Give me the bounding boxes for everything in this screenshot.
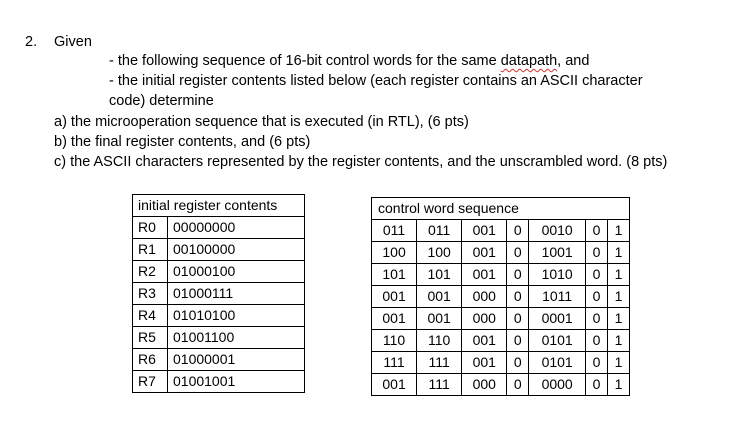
control-word-field-cell: 0 [586, 242, 608, 264]
table-row [372, 286, 630, 308]
control-word-field-cell: 0 [586, 220, 608, 242]
control-word-field-cell: 1001 [529, 242, 586, 264]
table-row [372, 308, 630, 330]
register-value-cell: 01001001 [168, 371, 305, 393]
control-word-field-cell: 011 [417, 220, 462, 242]
register-value-cell: 01000111 [168, 283, 305, 305]
control-word-field-cell: 1 [607, 330, 629, 352]
table-row [133, 305, 305, 327]
table-header: control word sequence [372, 198, 630, 220]
given-line-1-end: , and [557, 53, 590, 69]
control-word-field-cell: 0000 [529, 374, 586, 396]
given-line-1-start: - the following sequence of 16-bit control words for the same [109, 53, 501, 69]
control-word-field-cell: 0 [586, 286, 608, 308]
given-line-2: - the initial register contents listed below (each register contains an ASCII character [109, 73, 643, 89]
control-word-field-cell: 110 [417, 330, 462, 352]
control-word-field-cell: 0101 [529, 330, 586, 352]
table-row [133, 239, 305, 261]
table-row [133, 327, 305, 349]
register-name-cell: R2 [133, 261, 168, 283]
control-word-field-cell: 0 [507, 330, 529, 352]
control-word-field-cell: 0 [507, 264, 529, 286]
control-word-field-cell: 1 [607, 286, 629, 308]
control-word-field-cell: 0 [586, 264, 608, 286]
table-row [372, 330, 630, 352]
control-word-field-cell: 001 [417, 286, 462, 308]
given-label: Given [54, 34, 92, 50]
register-name-cell: R3 [133, 283, 168, 305]
control-word-field-cell: 100 [372, 242, 417, 264]
register-name-cell: R7 [133, 371, 168, 393]
control-word-field-cell: 001 [372, 374, 417, 396]
table-header: initial register contents [133, 195, 305, 217]
part-c: c) the ASCII characters represented by the register contents, and the unscrambled word. (8 pts) [54, 154, 668, 170]
table-row [372, 374, 630, 396]
register-name-cell: R5 [133, 327, 168, 349]
register-value-cell: 01001100 [168, 327, 305, 349]
table-row [133, 349, 305, 371]
control-word-field-cell: 0 [586, 374, 608, 396]
control-word-field-cell: 1 [607, 264, 629, 286]
register-name-cell: R4 [133, 305, 168, 327]
control-word-field-cell: 000 [462, 374, 507, 396]
control-word-field-cell: 0101 [529, 352, 586, 374]
control-word-field-cell: 1 [607, 220, 629, 242]
register-value-cell: 00100000 [168, 239, 305, 261]
control-word-field-cell: 110 [372, 330, 417, 352]
table-row [372, 264, 630, 286]
register-name-cell: R6 [133, 349, 168, 371]
misspelled-word: datapath [500, 53, 558, 69]
table-row [372, 352, 630, 374]
control-word-table [371, 197, 630, 396]
control-word-field-cell: 000 [462, 286, 507, 308]
control-word-field-cell: 0 [507, 374, 529, 396]
register-value-cell: 00000000 [168, 217, 305, 239]
table-row [372, 242, 630, 264]
table-row [372, 220, 630, 242]
table-header-row [133, 195, 305, 217]
control-word-field-cell: 0 [507, 242, 529, 264]
table-row [133, 371, 305, 393]
question-number: 2. [25, 34, 38, 50]
register-name-cell: R0 [133, 217, 168, 239]
control-word-field-cell: 1 [607, 308, 629, 330]
control-word-field-cell: 1 [607, 374, 629, 396]
control-word-field-cell: 0 [507, 220, 529, 242]
table-row [133, 217, 305, 239]
control-word-field-cell: 001 [372, 308, 417, 330]
initial-register-table [132, 194, 305, 393]
control-word-field-cell: 0 [507, 308, 529, 330]
control-word-field-cell: 0 [507, 286, 529, 308]
part-a: a) the microoperation sequence that is executed (in RTL), (6 pts) [54, 114, 469, 130]
control-word-field-cell: 0 [586, 352, 608, 374]
control-word-field-cell: 111 [372, 352, 417, 374]
part-b: b) the final register contents, and (6 pts) [54, 134, 311, 150]
control-word-field-cell: 101 [417, 264, 462, 286]
control-word-field-cell: 001 [462, 220, 507, 242]
control-word-field-cell: 1010 [529, 264, 586, 286]
control-word-field-cell: 0010 [529, 220, 586, 242]
register-value-cell: 01000001 [168, 349, 305, 371]
control-word-field-cell: 001 [372, 286, 417, 308]
control-word-field-cell: 0 [586, 330, 608, 352]
table-row [133, 261, 305, 283]
table-row [133, 283, 305, 305]
register-value-cell: 01010100 [168, 305, 305, 327]
control-word-field-cell: 1 [607, 242, 629, 264]
control-word-field-cell: 0 [507, 352, 529, 374]
control-word-field-cell: 000 [462, 308, 507, 330]
control-word-field-cell: 0 [586, 308, 608, 330]
control-word-field-cell: 001 [462, 330, 507, 352]
given-line-1 [109, 53, 589, 69]
control-word-field-cell: 001 [462, 242, 507, 264]
table-header-row [372, 198, 630, 220]
control-word-field-cell: 0001 [529, 308, 586, 330]
control-word-field-cell: 1011 [529, 286, 586, 308]
control-word-field-cell: 011 [372, 220, 417, 242]
register-value-cell: 01000100 [168, 261, 305, 283]
control-word-field-cell: 001 [462, 352, 507, 374]
control-word-field-cell: 111 [417, 374, 462, 396]
given-line-3: code) determine [109, 93, 214, 109]
control-word-field-cell: 001 [417, 308, 462, 330]
register-name-cell: R1 [133, 239, 168, 261]
control-word-field-cell: 100 [417, 242, 462, 264]
control-word-field-cell: 101 [372, 264, 417, 286]
control-word-field-cell: 1 [607, 352, 629, 374]
control-word-field-cell: 001 [462, 264, 507, 286]
control-word-field-cell: 111 [417, 352, 462, 374]
